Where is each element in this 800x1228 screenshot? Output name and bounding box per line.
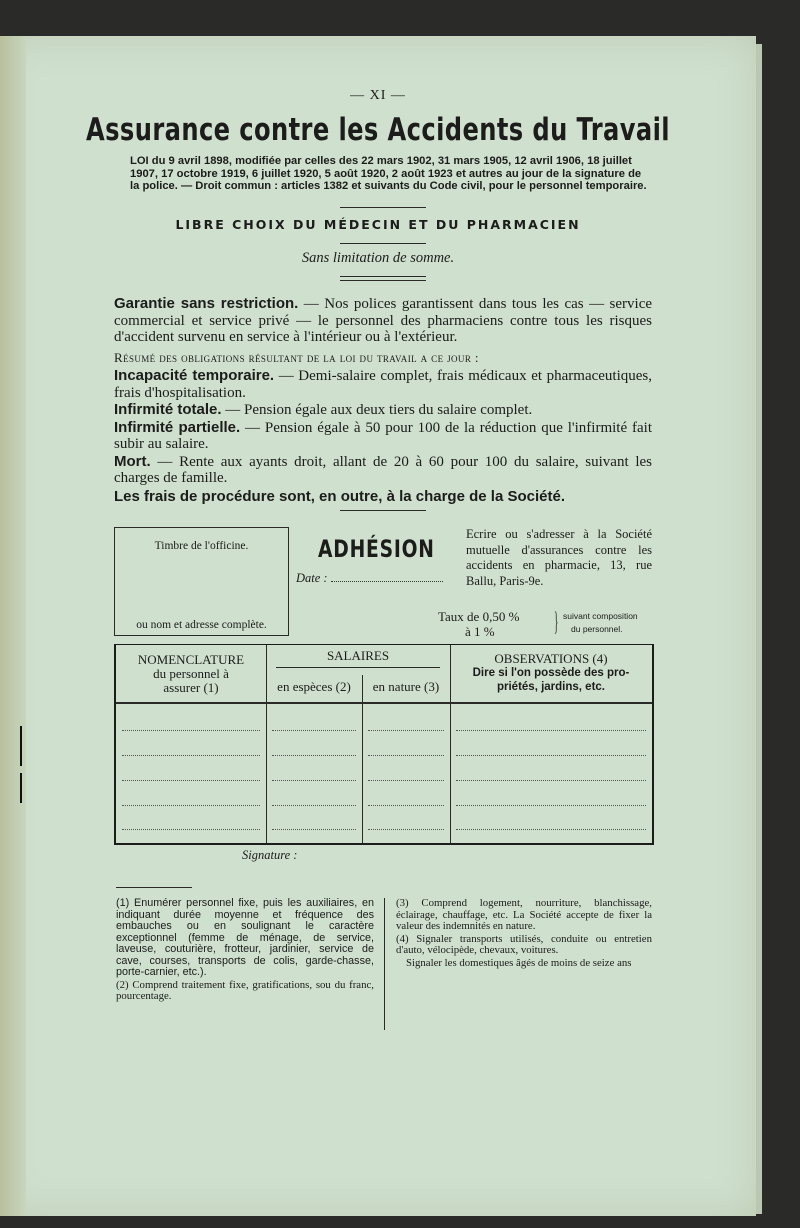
date-label: Date : <box>296 571 328 585</box>
header-line: OBSERVATIONS (4) <box>494 651 608 666</box>
entry-line[interactable] <box>272 805 356 806</box>
guarantee-text: — Nos polices garantissent dans tous les cas — service commercial et service privé — le personnel des pharmaciens contre tous les risques d'accident survenu en service à l'intérieur ou à l'extérieur. <box>114 296 653 345</box>
guarantee-paragraph <box>114 296 652 346</box>
entry-line[interactable] <box>368 780 444 781</box>
rate-block <box>438 609 519 639</box>
divider <box>340 243 426 244</box>
wavy-divider <box>340 276 426 281</box>
obligation-item <box>114 454 652 487</box>
footnote: (3) Comprend logement, nourriture, blanchissage, éclairage, chauffage, etc. La Société accepte de fixer la valeur des indemnités en nature. <box>396 897 652 932</box>
date-dotted-line <box>331 571 443 582</box>
procedure-note: Les frais de procédure sont, en outre, à la charge de la Société. <box>114 487 565 505</box>
header-rule <box>116 702 652 704</box>
obligation-lead: Infirmité totale. <box>114 401 222 418</box>
footnote: Signaler les domestiques âgés de moins de seize ans <box>406 956 632 969</box>
limit-note: Sans limitation de somme. <box>301 250 455 266</box>
personnel-table <box>114 644 654 845</box>
header-line: NOMENCLATURE <box>137 652 245 667</box>
obligations-list <box>114 368 652 505</box>
entry-line[interactable] <box>456 780 646 781</box>
footnote: (2) Comprend traitement fixe, gratifications, sou du franc, pourcentage. <box>116 978 374 1002</box>
footnote: (4) Signaler transports utilisés, conduite ou entretien d'auto, vélocipède, chevaux, voitures. <box>396 932 652 956</box>
address-label: ou nom et adresse complète. <box>136 619 267 631</box>
entry-line[interactable] <box>368 805 444 806</box>
rate-line-2: à 1 % <box>465 624 495 639</box>
margin-mark <box>20 773 22 803</box>
rate-note <box>563 610 638 636</box>
entry-line[interactable] <box>272 730 356 731</box>
brace-glyph: } <box>554 607 559 636</box>
column-divider <box>266 645 267 843</box>
entry-line[interactable] <box>456 755 646 756</box>
rate-note-2: du personnel. <box>571 624 623 634</box>
stamp-box[interactable] <box>114 527 289 636</box>
page-number: — XI — <box>350 88 406 103</box>
divider <box>340 207 426 208</box>
obligation-lead: Infirmité partielle. <box>114 418 241 436</box>
salaires-header: SALAIRES <box>326 648 390 663</box>
entry-line[interactable] <box>122 730 260 731</box>
salaires-bracket <box>276 667 440 668</box>
entry-line[interactable] <box>456 805 646 806</box>
obligation-item <box>114 402 652 419</box>
col-especes-header: en espèces (2) <box>277 679 351 694</box>
footnotes-right <box>396 898 652 969</box>
header-line: assurer (1) <box>163 680 219 695</box>
entry-line[interactable] <box>368 730 444 731</box>
entry-line[interactable] <box>122 755 260 756</box>
section-heading: LIBRE CHOIX DU MÉDECIN ET DU PHARMACIEN <box>175 217 581 232</box>
divider <box>340 510 426 511</box>
footnote-column-divider <box>384 898 385 1030</box>
margin-mark <box>20 726 22 766</box>
entry-line[interactable] <box>456 829 646 830</box>
entry-line[interactable] <box>368 755 444 756</box>
date-field[interactable] <box>296 571 443 586</box>
stamp-label: Timbre de l'officine. <box>154 540 249 552</box>
binding-edge <box>0 36 26 1216</box>
obligation-text: — Pension égale aux deux tiers du salaire complet. <box>221 402 533 418</box>
obligation-text: — Rente aux ayants droit, allant de 20 à 60 pour 100 du salaire, suivant les charges de famille. <box>114 453 652 486</box>
column-divider <box>362 675 363 843</box>
footnote: (1) Enumérer personnel fixe, puis les auxiliaires, en indiquant durée moyenne et fréquence des embauches ou en soulignant le caractère exceptionnel (femme de ménage, de service, laveuse, couturière, frotteur, jardinier, service de cave, courses, transports de colis, garde-chasse, porte-carnier, etc.). <box>116 897 374 978</box>
rate-line-1: Taux de 0,50 % <box>438 609 520 624</box>
adhesion-title: ADHÉSION <box>318 535 435 563</box>
summary-heading: Résumé des obligations résultant de la loi du travail a ce jour : <box>114 350 479 365</box>
entry-line[interactable] <box>122 805 260 806</box>
header-line: du personnel à <box>153 666 229 681</box>
obligation-lead: Incapacité temporaire. <box>114 367 275 384</box>
page-title: Assurance contre les Accidents du Travail <box>86 112 670 148</box>
obligation-lead: Mort. <box>114 452 151 470</box>
footnotes-left <box>116 898 374 1003</box>
col-nature-header: en nature (3) <box>372 679 440 694</box>
col-nomenclature-header <box>116 653 266 695</box>
entry-line[interactable] <box>456 730 646 731</box>
guarantee-lead: Garantie sans restriction. <box>114 295 299 312</box>
rate-note-1: suivant composition <box>563 611 638 621</box>
entry-line[interactable] <box>122 780 260 781</box>
law-reference: LOI du 9 avril 1898, modifiée par celles des 22 mars 1902, 31 mars 1905, 12 avril 1906, 18 juillet 1907, 17 octobre 1919, 6 juillet 1920, 5 août 1920, 2 août 1923 et autres au jour de la signature de la police. — Droit commun : articles 1382 et suivants du Code civil, pour le personnel temporaire. <box>130 155 647 192</box>
header-line: Dire si l'on possède des pro- <box>472 667 630 679</box>
signature-label[interactable]: Signature : <box>242 848 298 862</box>
obligation-item <box>114 368 652 401</box>
header-line: priétés, jardins, etc. <box>496 681 605 693</box>
entry-line[interactable] <box>122 829 260 830</box>
entry-line[interactable] <box>368 829 444 830</box>
entry-line[interactable] <box>272 755 356 756</box>
col-observations-header <box>450 652 652 694</box>
footnote-divider <box>116 887 192 888</box>
obligation-text: — Pension égale à 50 pour 100 de la réduction que l'infirmité fait subir au salaire. <box>114 419 652 452</box>
entry-line[interactable] <box>272 780 356 781</box>
obligation-item <box>114 420 652 453</box>
contact-text: Ecrire ou s'adresser à la Société mutuelle d'assurances contre les accidents en pharmacie, 13, rue Ballu, Paris-9e. <box>466 527 652 588</box>
obligation-text: — Demi-salaire complet, frais médicaux et pharmaceutiques, frais d'hospitalisation. <box>114 368 652 401</box>
page-edge <box>756 44 762 1214</box>
entry-line[interactable] <box>272 829 356 830</box>
